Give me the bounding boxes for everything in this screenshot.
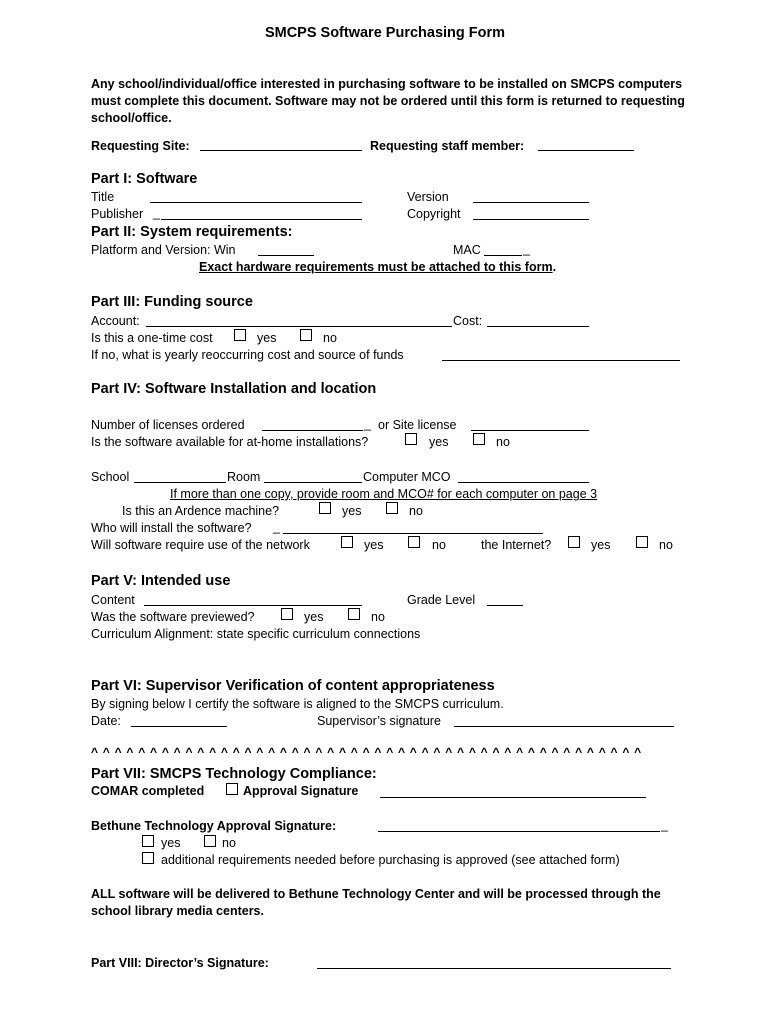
internet-no-label: no: [659, 538, 673, 552]
compliance-no-label: no: [222, 836, 236, 850]
mco-field[interactable]: [458, 482, 589, 483]
comar-label: COMAR completed: [91, 784, 205, 798]
network-no-checkbox[interactable]: [408, 536, 420, 548]
part4-heading: Part IV: Software Installation and location: [91, 381, 377, 397]
site-license-field[interactable]: [471, 430, 589, 431]
hardware-requirements-note: [199, 260, 556, 275]
at-home-no-checkbox[interactable]: [473, 433, 485, 445]
requesting-staff-label: Requesting staff member:: [370, 139, 525, 153]
additional-requirements-label: additional requirements needed before purchasing is approved (see attached form): [161, 853, 620, 867]
content-label: Content: [91, 593, 135, 607]
version-field[interactable]: [473, 202, 589, 203]
date-label: Date:: [91, 714, 121, 728]
compliance-yes-label: yes: [161, 836, 181, 850]
previewed-yes-label: yes: [304, 610, 324, 624]
publisher-label: Publisher: [91, 207, 144, 221]
grade-level-label: Grade Level: [407, 593, 476, 607]
requesting-staff-field[interactable]: [538, 150, 634, 151]
compliance-no-checkbox[interactable]: [204, 835, 216, 847]
ardence-yes-label: yes: [342, 504, 362, 518]
supervisor-signature-field[interactable]: [454, 726, 674, 727]
at-home-label: Is the software available for at-home installations?: [91, 435, 369, 449]
curriculum-label: Curriculum Alignment: state specific curriculum connections: [91, 627, 421, 641]
part7-heading: Part VII: SMCPS Technology Compliance:: [91, 766, 377, 782]
ardence-no-checkbox[interactable]: [386, 502, 398, 514]
one-time-no-label: no: [323, 331, 337, 345]
copyright-label: Copyright: [407, 207, 461, 221]
part2-heading: Part II: System requirements:: [91, 224, 293, 240]
part8-director-signature-label: Part VIII: Director’s Signature:: [91, 956, 269, 970]
school-label: School: [91, 470, 130, 484]
who-install-mark: _: [273, 520, 280, 534]
previewed-no-label: no: [371, 610, 385, 624]
part6-heading: Part VI: Supervisor Verification of content appropriateness: [91, 678, 495, 694]
mac-version-field[interactable]: [484, 255, 522, 256]
part5-heading: Part V: Intended use: [91, 573, 231, 589]
internet-yes-checkbox[interactable]: [568, 536, 580, 548]
comar-checkbox[interactable]: [226, 783, 238, 795]
mac-label: MAC: [453, 243, 481, 257]
title-label: Title: [91, 190, 115, 204]
additional-requirements-checkbox[interactable]: [142, 852, 154, 864]
approval-signature-field[interactable]: [380, 797, 646, 798]
ardence-label: Is this an Ardence machine?: [122, 504, 280, 518]
one-time-no-checkbox[interactable]: [300, 329, 312, 341]
hardware-requirements-text: Exact hardware requirements must be attached to this form: [199, 260, 553, 274]
recurring-cost-field[interactable]: [442, 360, 680, 361]
publisher-field[interactable]: [161, 219, 362, 220]
director-signature-field[interactable]: [317, 968, 671, 969]
cost-field[interactable]: [487, 326, 589, 327]
who-install-label: Who will install the software?: [91, 521, 252, 535]
internet-no-checkbox[interactable]: [636, 536, 648, 548]
form-title: SMCPS Software Purchasing Form: [264, 25, 506, 41]
grade-level-field[interactable]: [487, 605, 523, 606]
ardence-yes-checkbox[interactable]: [319, 502, 331, 514]
account-label: Account:: [91, 314, 140, 328]
previewed-yes-checkbox[interactable]: [281, 608, 293, 620]
room-label: Room: [227, 470, 261, 484]
version-label: Version: [407, 190, 449, 204]
previewed-no-checkbox[interactable]: [348, 608, 360, 620]
cost-label: Cost:: [453, 314, 483, 328]
copyright-field[interactable]: [473, 219, 589, 220]
at-home-no-label: no: [496, 435, 510, 449]
ardence-no-label: no: [409, 504, 423, 518]
bethune-approval-field[interactable]: [378, 831, 660, 832]
copy-note: If more than one copy, provide room and MCO# for each computer on page 3: [170, 487, 598, 501]
delivery-note: ALL software will be delivered to Bethune Technology Center and will be processed through the school library media centers.: [91, 887, 661, 918]
requesting-site-label: Requesting Site:: [91, 139, 190, 153]
account-field[interactable]: [146, 326, 452, 327]
at-home-yes-checkbox[interactable]: [405, 433, 417, 445]
requesting-site-field[interactable]: [200, 150, 362, 151]
recurring-cost-label: If no, what is yearly reoccurring cost and source of funds: [91, 348, 404, 362]
one-time-yes-label: yes: [257, 331, 277, 345]
approval-signature-label: Approval Signature: [243, 784, 359, 798]
who-install-field[interactable]: [283, 533, 543, 534]
mco-label: Computer MCO: [363, 470, 451, 484]
one-time-yes-checkbox[interactable]: [234, 329, 246, 341]
network-yes-checkbox[interactable]: [341, 536, 353, 548]
title-field[interactable]: [150, 202, 362, 203]
date-field[interactable]: [131, 726, 227, 727]
hardware-requirements-period: .: [552, 260, 557, 274]
previewed-label: Was the software previewed?: [91, 610, 255, 624]
internet-label: the Internet?: [481, 538, 552, 552]
licenses-label: Number of licenses ordered: [91, 418, 245, 432]
one-time-cost-label: Is this a one-time cost: [91, 331, 213, 345]
certify-text: By signing below I certify the software is aligned to the SMCPS curriculum.: [91, 697, 504, 711]
bethune-approval-label: Bethune Technology Approval Signature:: [91, 819, 337, 833]
content-field[interactable]: [144, 605, 362, 606]
mac-mark: _: [523, 242, 530, 256]
intro-paragraph: Any school/individual/office interested in purchasing software to be installed on SMCPS computers must complete this document. Software may not be ordered until this form is returned to requesting school/office.: [91, 77, 685, 125]
win-version-field[interactable]: [258, 255, 314, 256]
licenses-field[interactable]: [262, 430, 363, 431]
supervisor-signature-label: Supervisor’s signature: [317, 714, 441, 728]
school-field[interactable]: [134, 482, 226, 483]
platform-label: Platform and Version: Win: [91, 243, 236, 257]
network-label: Will software require use of the network: [91, 538, 310, 552]
network-no-label: no: [432, 538, 446, 552]
room-field[interactable]: [264, 482, 362, 483]
caret-divider: ^^^^^^^^^^^^^^^^^^^^^^^^^^^^^^^^^^^^^^^^^^^^^^^: [91, 745, 646, 759]
network-yes-label: yes: [364, 538, 384, 552]
compliance-yes-checkbox[interactable]: [142, 835, 154, 847]
part3-heading: Part III: Funding source: [91, 294, 253, 310]
part1-heading: Part I: Software: [91, 171, 198, 187]
at-home-yes-label: yes: [429, 435, 449, 449]
publisher-mark: _: [153, 206, 160, 220]
bethune-approval-mark: _: [661, 818, 668, 832]
licenses-mark: _: [364, 417, 371, 431]
internet-yes-label: yes: [591, 538, 611, 552]
site-license-label: or Site license: [378, 418, 457, 432]
